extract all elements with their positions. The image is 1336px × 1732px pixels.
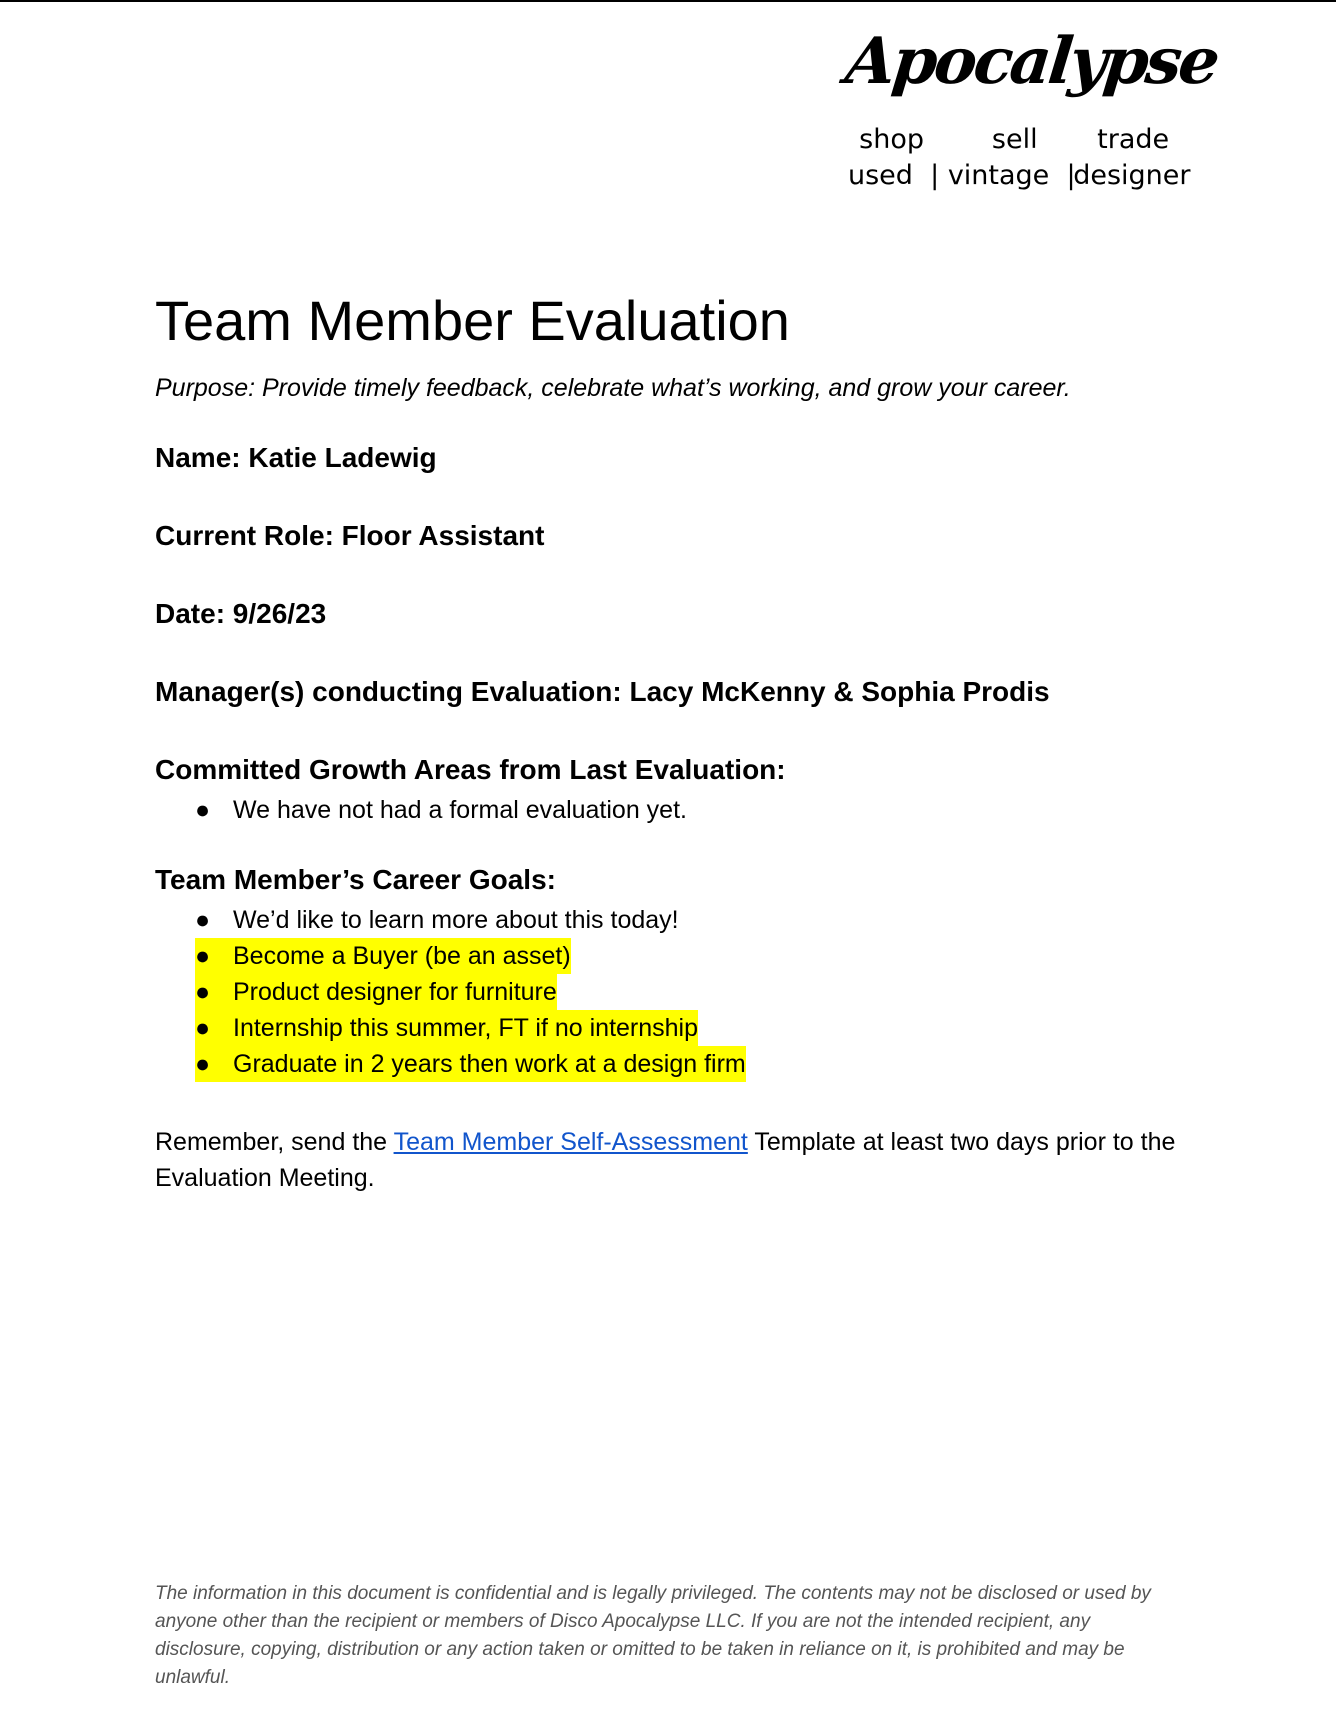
bullet-dot-icon: ● (195, 796, 211, 824)
bullet-dot-icon: ● (195, 1050, 211, 1078)
list-item: ● We’d like to learn more about this today! (155, 902, 1195, 938)
document-body (155, 286, 1195, 1196)
tagline-designer: designer (1073, 160, 1191, 191)
growth-areas-heading: Committed Growth Areas from Last Evaluation: (155, 754, 786, 785)
name-field: Name: Katie Ladewig (155, 442, 437, 473)
date-field: Date: 9/26/23 (155, 598, 327, 629)
bullet-dot-icon: ● (195, 942, 211, 970)
tagline-sell: sell (991, 124, 1038, 155)
role-field: Current Role: Floor Assistant (155, 520, 545, 551)
tagline-used: used | (848, 160, 940, 191)
tagline-trade: trade (1097, 124, 1170, 155)
reminder-paragraph: Remember, send the Team Member Self-Assessment Template at least two days prior to the Evaluation Meeting. (155, 1128, 1176, 1192)
tagline-vintage: vintage | (947, 160, 1076, 191)
list-item-highlighted: ● Product designer for furniture (155, 974, 1195, 1010)
confidentiality-footer: The information in this document is confidential and is legally privileged. The contents may not be disclosed or used by anyone other than the recipient or members of Disco Apocalypse LLC. If you are not the intended recipient, any disclosure, copying, distribution or any action taken or omitted to be taken in reliance on it, is prohibited and may be unlawful. (155, 1583, 1151, 1688)
page-title: Team Member Evaluation (155, 289, 790, 352)
tagline-shop: shop (859, 124, 924, 155)
managers-field: Manager(s) conducting Evaluation: Lacy McKenny & Sophia Prodis (155, 676, 1050, 707)
tagline-row-2 (830, 158, 1190, 194)
self-assessment-link[interactable]: Team Member Self-Assessment (393, 1128, 748, 1156)
bullet-dot-icon: ● (195, 1014, 211, 1042)
bullet-dot-icon: ● (195, 978, 211, 1006)
career-goals-heading: Team Member’s Career Goals: (155, 864, 556, 895)
list-item-highlighted: ● Internship this summer, FT if no internship (155, 1010, 1195, 1046)
bullet-dot-icon: ● (195, 906, 211, 934)
list-item: ● We have not had a formal evaluation yet. (155, 792, 1195, 828)
career-goals-list (155, 902, 1195, 1082)
brand-header (830, 20, 1221, 194)
list-item-highlighted: ● Graduate in 2 years then work at a design firm (155, 1046, 1195, 1082)
tagline-row-1 (830, 122, 1190, 158)
top-border-line (0, 0, 1336, 2)
growth-areas-list (155, 792, 1195, 828)
purpose-text: Purpose: Provide timely feedback, celebrate what’s working, and grow your career. (155, 374, 1071, 402)
list-item-highlighted: ● Become a Buyer (be an asset) (155, 938, 1195, 974)
brand-logo: Apocalypse (842, 24, 1221, 99)
